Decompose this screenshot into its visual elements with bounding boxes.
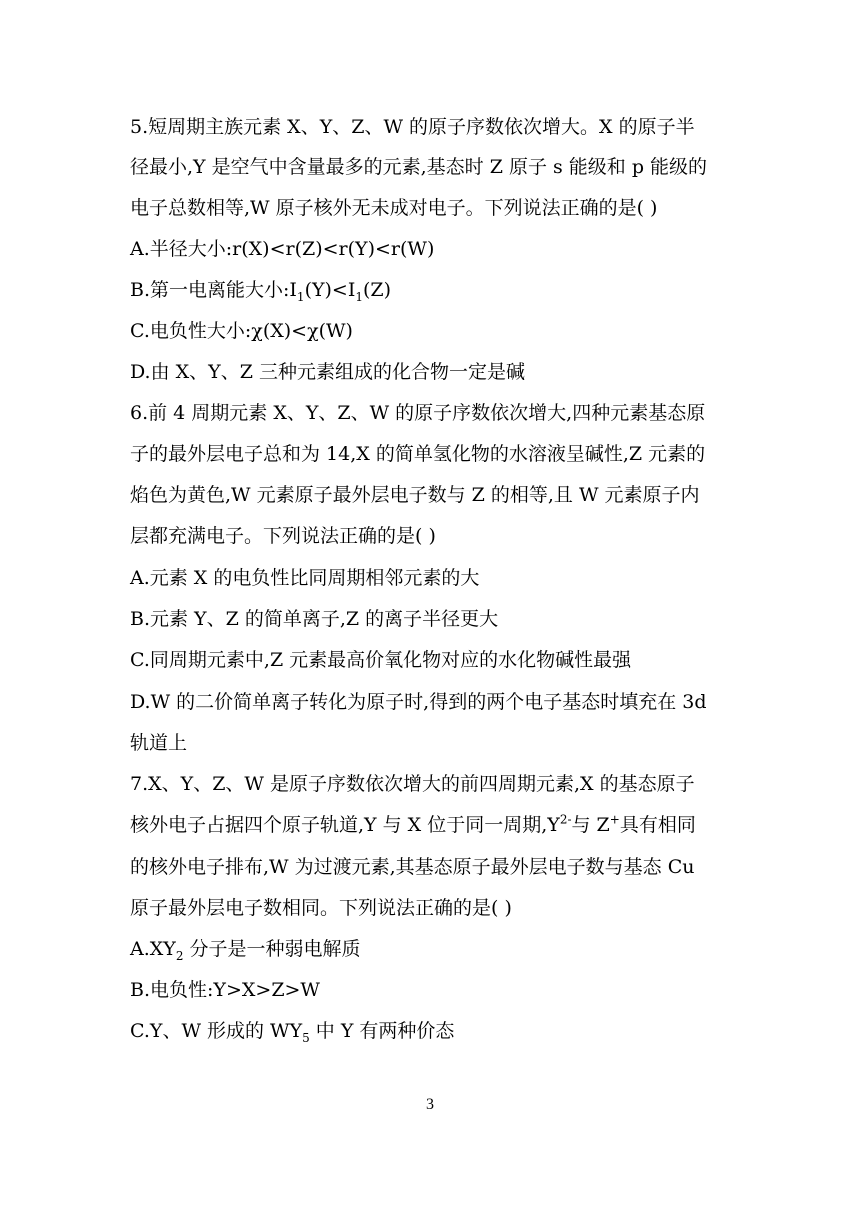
q6-stem-line-3: 焰色为黄色,W 元素原子最外层电子数与 Z 的相等,且 W 元素原子内 — [130, 484, 700, 506]
q7-option-a: $A.XY_2$ 分子是一种弱电解质 — [130, 938, 361, 963]
page-number: 3 — [426, 1096, 434, 1113]
q7-option-b: B.电负性:Y>X>Z>W — [130, 979, 320, 1001]
q6-stem-line-1: 6.前 4 周期元素 X、Y、Z、W 的原子序数依次增大,四种元素基态原 — [130, 402, 706, 424]
q7-stem-line-1: 7.X、Y、Z、W 是原子序数依次增大的前四周期元素,X 的基态原子 — [130, 773, 695, 795]
q6-stem-line-2: 子的最外层电子总和为 14,X 的简单氢化物的水溶液呈碱性,Z 元素的 — [130, 443, 706, 465]
q6-option-d-line-2: 轨道上 — [130, 732, 188, 754]
q5-stem-line-1: 5.短周期主族元素 X、Y、Z、W 的原子序数依次增大。X 的原子半 — [130, 116, 695, 138]
q6-option-c: C.同周期元素中,Z 元素最高价氧化物对应的水化物碱性最强 — [130, 649, 632, 671]
q6-option-d-line-1: D.W 的二价简单离子转化为原子时,得到的两个电子基态时填充在 3d — [130, 691, 707, 713]
q5-stem-line-2: 径最小,Y 是空气中含量最多的元素,基态时 Z 原子 s 能级和 p 能级的 — [130, 156, 708, 178]
q7-option-c: C.Y、W 形成的 $WY_5$ 中 Y 有两种价态 — [130, 1020, 455, 1045]
q7-stem-line-3: 的核外电子排布,W 为过渡元素,其基态原子最外层电子数与基态 Cu — [130, 856, 695, 878]
q6-option-a: A.元素 X 的电负性比同周期相邻元素的大 — [130, 567, 480, 589]
q7-stem-line-2: 核外电子占据四个原子轨道,Y 与 X 位于同一周期$,Y^{2-}$与 Z+具有相同 — [130, 812, 696, 836]
q5-option-b: B.第一电离能大小$:I_1(Y)<I_1(Z)$ — [130, 279, 392, 304]
q5-stem-line-3: 电子总数相等,W 原子核外无未成对电子。下列说法正确的是( ) — [130, 197, 658, 219]
q6-stem-line-4: 层都充满电子。下列说法正确的是( ) — [130, 525, 436, 547]
q5-option-a: A.半径大小:r(X)<r(Z)<r(Y)<r(W) — [130, 238, 435, 260]
q5-option-c: C.电负性大小:χ(X)<χ(W) — [130, 320, 353, 342]
q6-option-b: B.元素 Y、Z 的简单离子,Z 的离子半径更大 — [130, 608, 499, 630]
q5-option-d: D.由 X、Y、Z 三种元素组成的化合物一定是碱 — [130, 361, 525, 383]
q7-stem-line-4: 原子最外层电子数相同。下列说法正确的是( ) — [130, 897, 512, 919]
